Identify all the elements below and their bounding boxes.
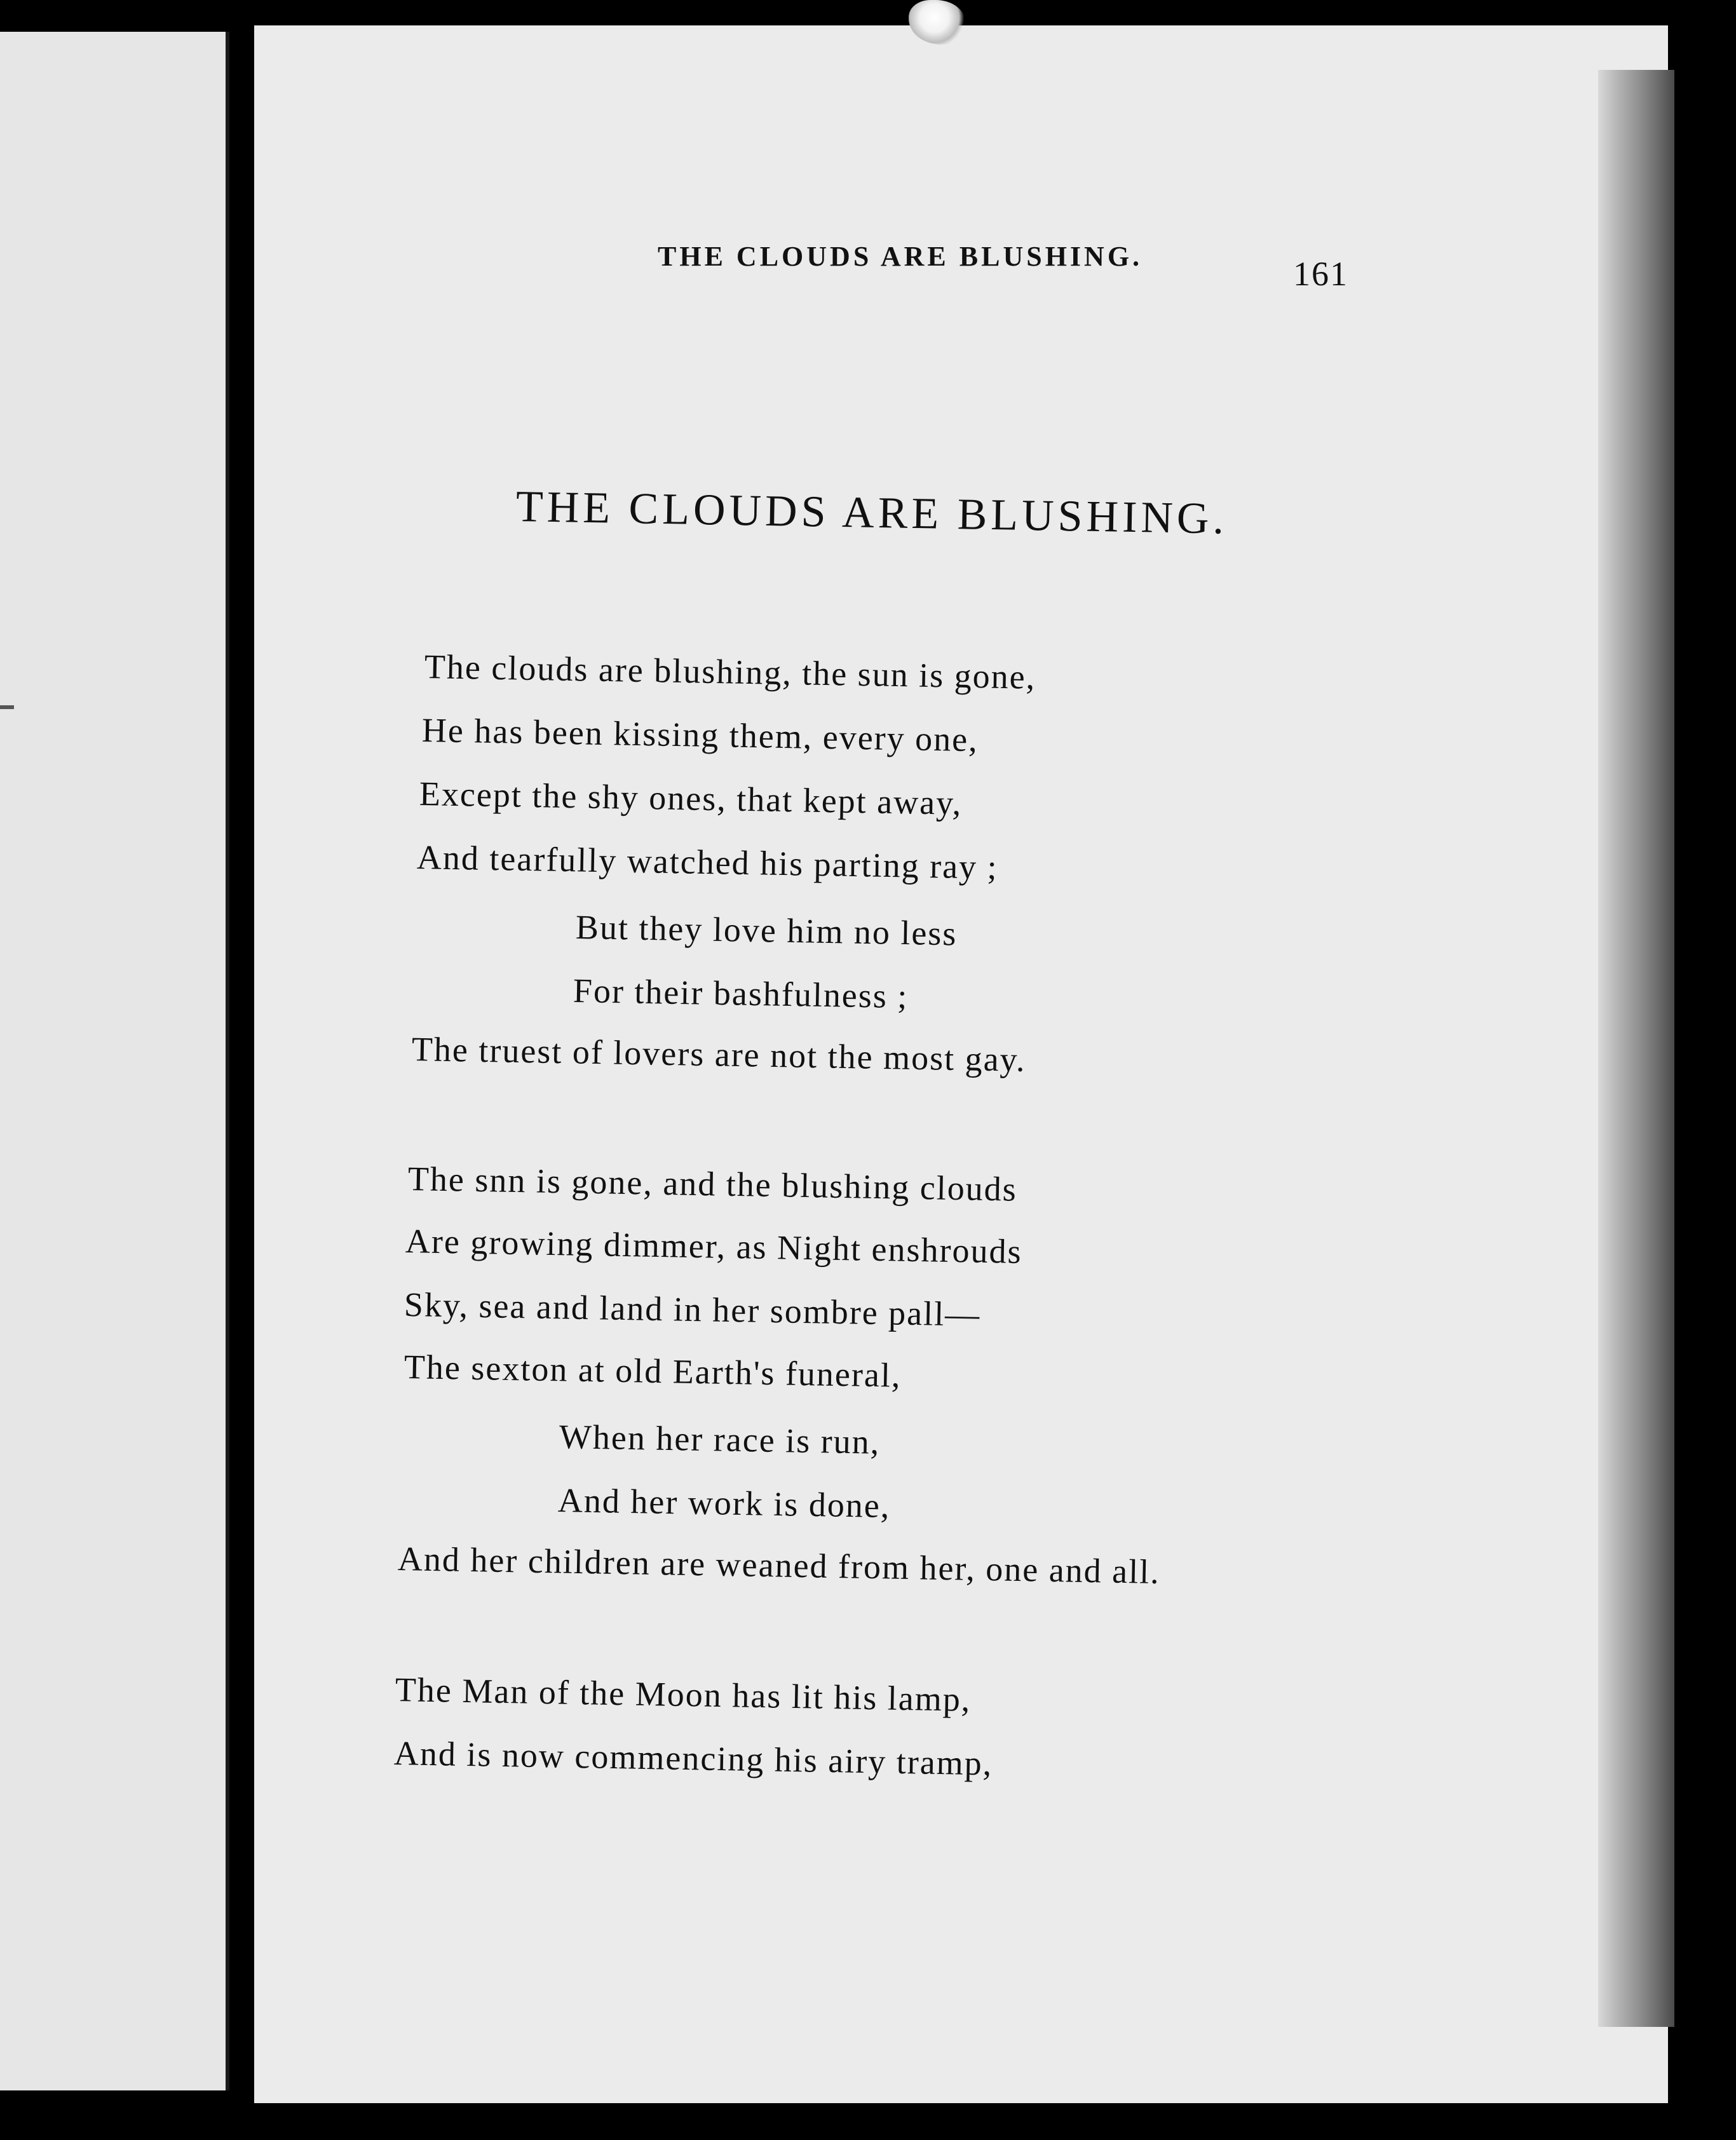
poem-line: The Man of the Moon has lit his lamp, [395, 1670, 972, 1719]
poem-line: And her work is done, [557, 1481, 891, 1526]
poem-line: The snn is gone, and the blushing clouds [407, 1160, 1018, 1209]
poem-title: THE CLOUDS ARE BLUSHING. [515, 482, 1228, 544]
poem-line: And tearfully watched his parting ray ; [416, 838, 999, 886]
margin-mark [0, 705, 14, 709]
poem-line: The clouds are blushing, the sun is gone, [424, 647, 1036, 696]
poem-line: The sexton at old Earth's funeral, [403, 1348, 902, 1395]
poem-line: But they love him no less [575, 908, 958, 953]
poem-line: Sky, sea and land in her sombre pall— [403, 1285, 981, 1334]
page-fore-edge [1598, 70, 1674, 2027]
poem-line: The truest of lovers are not the most gay. [411, 1030, 1027, 1079]
poem-line: Are growing dimmer, as Night enshrouds [405, 1222, 1023, 1271]
poem-line: When her race is run, [559, 1418, 881, 1461]
poem-line: For their bashfulness ; [573, 972, 909, 1016]
poem-line: And is now commencing his airy tramp, [393, 1734, 993, 1783]
poem-line: And her children are weaned from her, one and all. [397, 1540, 1161, 1591]
running-head: THE CLOUDS ARE BLUSHING. [658, 241, 1143, 272]
poem-line: He has been kissing them, every one, [421, 711, 979, 759]
page-number: 161 [1293, 255, 1348, 293]
poem-line: Except the shy ones, that kept away, [419, 775, 963, 822]
left-facing-page [0, 32, 229, 2090]
